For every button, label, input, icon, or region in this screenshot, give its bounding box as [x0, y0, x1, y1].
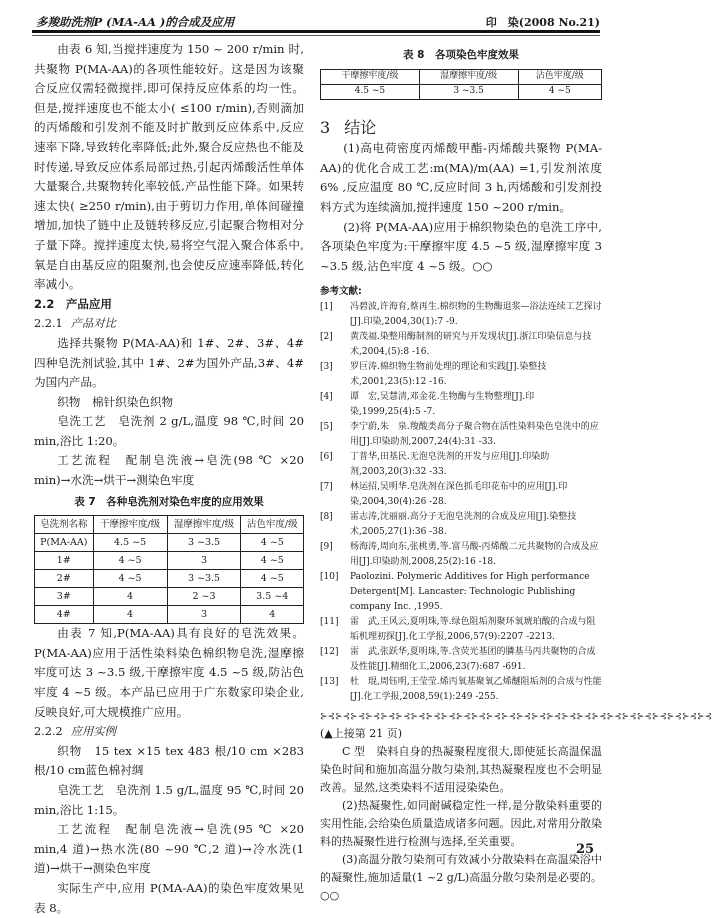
table-header: 干摩擦牢度/级 [321, 69, 420, 84]
section-heading-3 [320, 118, 602, 138]
reference-item [320, 675, 602, 705]
reference-item [320, 540, 602, 570]
right-column [320, 40, 712, 905]
reference-text: 杜 琨,周钰明,王莹莹.烯丙氧基聚氧乙烯醚阻垢剂的合成与性能[J].化工学报,2008,59(1):249 -255. [350, 677, 602, 703]
paragraph [320, 851, 602, 905]
table-cell: 3 [167, 606, 241, 624]
table-cell: 3 ~3.5 [167, 534, 241, 552]
table-cell: 4 ~5 [241, 534, 304, 552]
table-cell: 3 [167, 552, 241, 570]
paragraph: 工艺流程 配制皂洗液→皂洗(95 ℃ ×20 min,4 道)→热水洗(80 ~90 ℃,2 道)→冷水洗(1 道)→烘干→测染色牢度 [34, 822, 304, 876]
page-number: 25 [576, 842, 595, 857]
paragraph: 工艺流程 配制皂洗液→皂洗(98 ℃ ×20 min)→水洗→烘干→测染色牢度 [34, 453, 304, 488]
table-cell: 4# [35, 606, 94, 624]
reference-number: [1] [320, 302, 333, 313]
table-cell: 4 ~5 [518, 84, 601, 99]
reference-number: [2] [320, 332, 333, 343]
section-title: 产品对比 [70, 317, 116, 331]
paragraph: 选择共聚物 P(MA-AA)和 1#、2#、3#、4#四种皂洗剂试验,其中 1#、2#为国外产品,3#、4#为国内产品。 [34, 335, 304, 390]
table-cell: 4 ~5 [93, 570, 167, 588]
table-row [321, 84, 602, 99]
table-header: 沾色牢度/级 [241, 516, 304, 534]
table-header: 沾色牢度/级 [518, 69, 601, 84]
reference-number: [6] [320, 452, 333, 463]
continued-from-label: (▲上接第 21 页) [320, 727, 403, 741]
reference-item [320, 360, 602, 390]
running-header [36, 14, 600, 28]
table-row [35, 534, 304, 552]
reference-text: 谭 宏,吴慧清,邓金花.生物酶与生物整理[J].印染,1999,25(4):5 -7. [350, 392, 535, 418]
table-7 [34, 515, 304, 624]
reference-item [320, 480, 602, 510]
section-number: 3 [320, 117, 331, 137]
table-cell: 4.5 ~5 [321, 84, 420, 99]
paragraph: 由表 7 知,P(MA-AA)具有良好的皂洗效果。P(MA-AA)应用于活性染料染色棉织物皂洗,湿摩擦牢度可达 3 ~3.5 级,干摩擦牢度 4.5 ~5 级,防沾色牢度 4 ~5 级。本产品已应用于广东数家印染企业,反映良好,可大规模推广应用。 [34, 626, 304, 719]
reference-text: 李宁蔚,朱 泉.羧酸类高分子聚合物在活性染料染色皂洗中的应用[J].印染助剂,2007,24(4):31 -33. [350, 422, 599, 448]
reference-item [320, 615, 602, 645]
reference-item [320, 570, 602, 615]
paragraph-text: (3)高温分散匀染剂可有效减小分散染料在高温染浴中的凝聚性,施加适量(1 ~2 g/L)高温分散匀染剂是必要的。 [320, 853, 602, 885]
table-header: 湿摩擦牢度/级 [419, 69, 518, 84]
reference-text: 丁普华,田基民.无泡皂洗剂的开发与应用[J].印染助剂,2003,20(3):32 -33. [350, 452, 550, 478]
table-cell: 2# [35, 570, 94, 588]
end-mark-icon: ○○ [320, 889, 340, 903]
reference-number: [5] [320, 422, 333, 433]
table-cell: 4 ~5 [93, 552, 167, 570]
paragraph: 由表 6 知,当搅拌速度为 150 ~ 200 r/min 时,共聚物 P(MA-AA)的各项性能较好。这是因为该聚合反应仅需轻微搅拌,即可保持反应体系的均一性。但是,搅拌速度也不能太小( ≤100 r/min),否则滴加的丙烯酸和引发剂不能及时扩散到反应体系中,反应速率下降,导致转化率降低;此外,聚合反应热也不能及时传递,导致反应体系局部过热,引起丙烯酸活性单体大量聚合,共聚物转化率较低,产品性能下降。如果转速太快( ≥250 r/min),由于剪切力作用,单体间碰撞增加,加快了链中止及链转移反应,引起聚合物相对分子量下降。搅拌速度太快,易将空气混入聚合体系中,氧是自由基反应的阻聚剂,也会使反应速率降低,转化率减小。 [34, 42, 304, 292]
paragraph-text: (2)将 P(MA-AA)应用于棉织物染色的皂洗工序中,各项染色牢度为:干摩擦牢度 4.5 ~5 级,湿摩擦牢度 3 ~3.5 级,沾色牢度 4 ~5 级。 [320, 219, 602, 273]
reference-number: [7] [320, 482, 333, 493]
reference-item [320, 390, 602, 420]
header-rule-thin [32, 35, 600, 36]
reference-item [320, 645, 602, 675]
table-cell: 4 [93, 606, 167, 624]
table-header-row [321, 69, 602, 84]
reference-number: [12] [320, 647, 339, 658]
table-cell: 3 ~3.5 [419, 84, 518, 99]
table-cell: 4 [93, 588, 167, 606]
left-column [34, 40, 304, 918]
table-7-caption: 表 7 各种皂洗剂对染色牢度的应用效果 [74, 495, 264, 508]
reference-text: 林运招,吴明华.皂洗剂在深色抓毛印花布中的应用[J].印染,2004,30(4):26 -28. [350, 482, 568, 508]
table-row [35, 606, 304, 624]
reference-text: 杨海涛,周向东,张桃勇,等.富马酸-丙烯酸二元共聚物的合成及应用[J].印染助剂,2008,25(2):16 -18. [350, 542, 599, 568]
reference-text: 雷 武,张跃华,夏明珠,等.含荧光基团的膦基马丙共聚物的合成及性能[J].精细化工,2006,23(7):687 -691. [350, 647, 596, 673]
reference-number: [13] [320, 677, 339, 688]
paragraph [320, 218, 602, 277]
table-cell: 4.5 ~5 [93, 534, 167, 552]
section-title: 应用实例 [70, 725, 116, 739]
reference-item [320, 330, 602, 360]
reference-number: [8] [320, 512, 333, 523]
reference-number: [9] [320, 542, 333, 553]
section-separator: ⊱⊰⊱⊰⊱⊰⊱⊰⊱⊰⊱⊰⊱⊰⊱⊰⊱⊰⊱⊰⊱⊰⊱⊰⊱⊰⊱⊰⊱⊰⊱⊰⊱⊰⊱⊰⊱⊰⊱⊰⊱⊰⊱⊰⊱⊰⊱⊰⊱⊰⊱⊰ [320, 712, 712, 723]
reference-text: 雷 武,王风云,夏明珠,等.绿色阻垢剂聚环氧琥珀酸的合成与阻垢机理初探[J].化工学报,2006,57(9):2207 -2213. [350, 617, 596, 643]
paragraph: 皂洗工艺 皂洗剂 1.5 g/L,温度 95 ℃,时间 20 min,浴比 1:15。 [34, 783, 304, 817]
reference-item [320, 510, 602, 540]
table-cell: 3 ~3.5 [167, 570, 241, 588]
paragraph: (2)热凝聚性,如同耐碱稳定性一样,是分散染料重要的实用性能,会给染色质量造成诸多问题。因此,对常用分散染料的热凝聚性进行检测与选择,至关重要。 [320, 799, 602, 849]
header-rule [32, 30, 600, 33]
reference-text: 雷志涛,沈丽丽.高分子无泡皂洗剂的合成及应用[J].染整技术,2005,27(1):36 -38. [350, 512, 577, 538]
table-header: 干摩擦牢度/级 [93, 516, 167, 534]
paragraph: C 型 染料自身的热凝聚程度很大,即使延长高温保温染色时间和施加高温分散匀染剂,其热凝聚程度也不会明显改善。显然,这类染料不适用浸染染色。 [320, 745, 602, 795]
reference-text: 黄茂福.染整用酶制剂的研究与开发现状[J].浙江印染信息与技术,2004,(5):8 -16. [350, 332, 592, 358]
paragraph: 织物 15 tex ×15 tex 483 根/10 cm ×283 根/10 cm蓝色棉衬绸 [34, 743, 304, 778]
reference-text: Paolozini. Polymeric Additives for High performance Detergent[M]. Lancaster: Technologic Publishing company Inc. ,1995. [350, 572, 590, 613]
reference-list [320, 300, 602, 705]
table-row [35, 552, 304, 570]
table-8 [320, 69, 602, 100]
reference-item [320, 420, 602, 450]
article-title-header: 多羧助洗剂P (MA-AA )的合成及应用 [36, 15, 235, 29]
paragraph: (1)高电荷密度丙烯酸甲酯-丙烯酸共聚物 P(MA-AA)的优化合成工艺:m(MA)/m(AA) =1,引发剂浓度6% ,反应温度 80 ℃,反应时间 3 h,丙烯酸和引发剂投料方式为连续滴加,搅拌速度 150 ~200 r/min。 [320, 141, 602, 214]
reference-item [320, 450, 602, 480]
section-number: 2.2.2 [34, 725, 63, 739]
table-8-caption: 表 8 各项染色牢度效果 [403, 49, 519, 61]
table-cell: 4 [241, 606, 304, 624]
table-cell: 3.5 ~4 [241, 588, 304, 606]
reference-number: [3] [320, 362, 333, 373]
paragraph: 织物 棉针织染色织物 [57, 394, 174, 409]
table-header-row [35, 516, 304, 534]
reference-number: [4] [320, 392, 333, 403]
table-row [35, 570, 304, 588]
section-heading-2-2-1 [34, 314, 304, 334]
journal-issue: 印 染(2008 No.21) [485, 16, 600, 29]
reference-text: 冯碧波,许海育,蔡再生.棉织物的生物酶退浆—浴法连续工艺探讨[J].印染,2004,30(1):7 -9. [350, 302, 602, 328]
table-cell: 4 ~5 [241, 570, 304, 588]
section-title: 结论 [344, 117, 377, 137]
end-mark-icon: ○○ [472, 258, 493, 273]
table-cell: 1# [35, 552, 94, 570]
references-heading: 参考文献: [320, 286, 362, 298]
reference-text: 罗巨涛.棉织物生物前处理的理论和实践[J].染整技术,2001,23(5):12 -16. [350, 362, 547, 388]
table-header: 皂洗剂名称 [35, 516, 94, 534]
section-number: 2.2.1 [34, 317, 63, 331]
reference-number: [10] [320, 572, 339, 583]
paragraph: 实际生产中,应用 P(MA-AA)的染色牢度效果见表 8。 [34, 880, 304, 915]
table-cell: 3# [35, 588, 94, 606]
reference-item [320, 300, 602, 330]
section-heading-2-2: 2.2 产品应用 [34, 296, 112, 311]
table-cell: 2 ~3 [167, 588, 241, 606]
table-cell: P(MA-AA) [35, 534, 94, 552]
table-header: 湿摩擦牢度/级 [167, 516, 241, 534]
table-cell: 4 ~5 [241, 552, 304, 570]
reference-number: [11] [320, 617, 339, 628]
table-row [35, 588, 304, 606]
section-heading-2-2-2 [34, 722, 304, 742]
paragraph: 皂洗工艺 皂洗剂 2 g/L,温度 98 ℃,时间 20 min,浴比 1:20。 [34, 414, 304, 448]
